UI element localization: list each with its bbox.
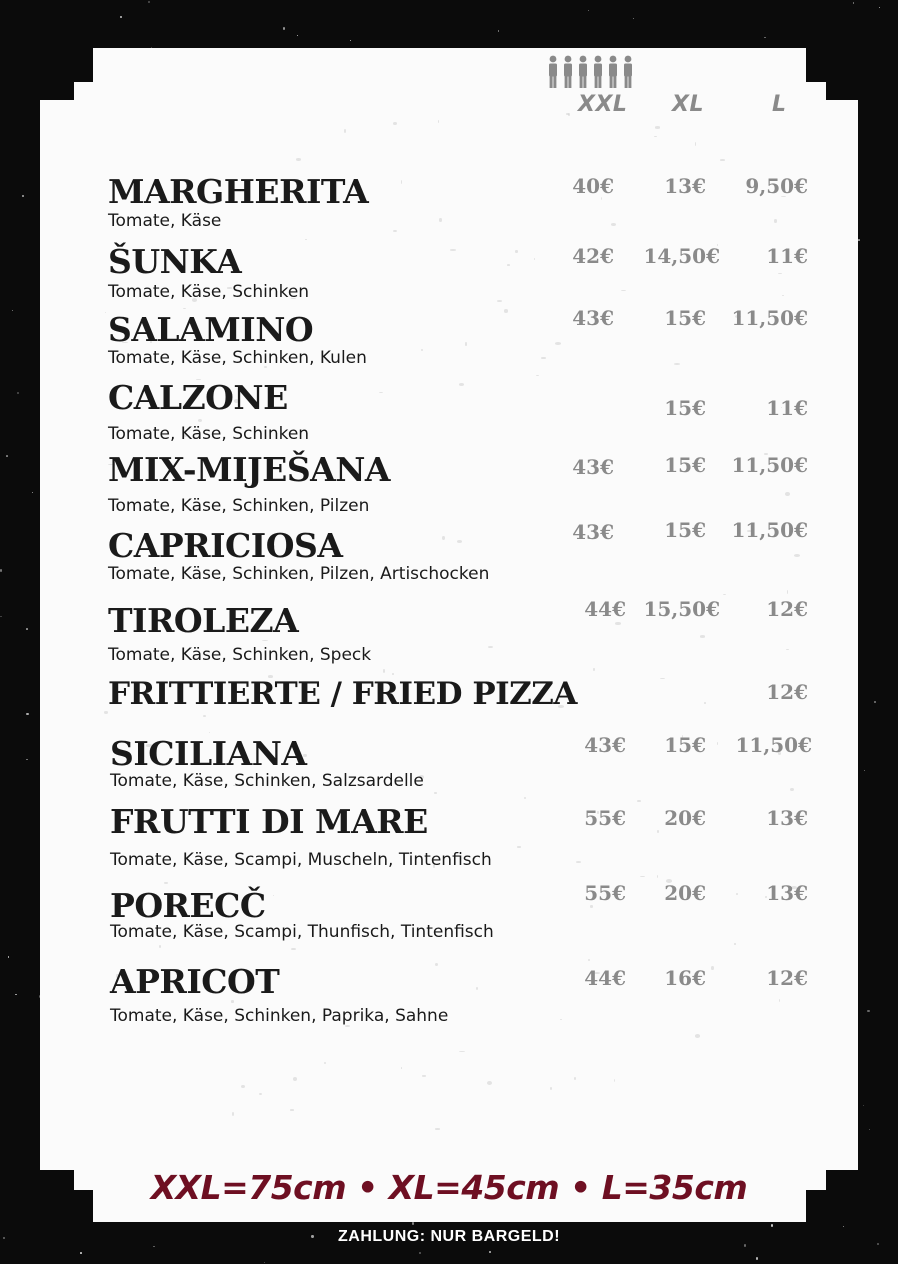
pizza-name: CAPRICIOSA [108, 526, 343, 565]
price-xl: 16€ [664, 966, 706, 990]
size-header-xl: XL [672, 92, 704, 117]
speckle [412, 1222, 415, 1225]
pizza-name: SALAMINO [108, 310, 314, 349]
paper-speck [555, 342, 561, 344]
paper-speck [515, 250, 517, 253]
speckle [489, 1251, 491, 1253]
speckle [874, 701, 876, 703]
paper-corner [806, 82, 826, 102]
paper-speck [450, 249, 455, 251]
paper-speck [183, 308, 186, 309]
price-l: 13€ [766, 881, 808, 905]
speckle [12, 310, 13, 311]
speckle [283, 27, 286, 30]
price-xxl: 55€ [584, 806, 626, 830]
pizza-description: Tomate, Käse, Schinken [108, 424, 310, 444]
speckle [756, 1257, 758, 1259]
paper-corner [74, 82, 94, 102]
pizza-name: PORECČ [110, 886, 266, 925]
paper-speck [590, 905, 593, 908]
price-xxl: 40€ [572, 174, 614, 198]
paper-speck [655, 126, 660, 128]
speckle [15, 994, 17, 996]
pizza-description: Tomate, Käse [108, 211, 222, 231]
price-xl: 15€ [664, 396, 706, 420]
speckle [843, 1226, 844, 1227]
speckle [80, 1252, 82, 1254]
speckle [26, 628, 28, 630]
paper-speck [734, 943, 735, 945]
speckle [858, 239, 860, 241]
paper-speck [790, 788, 794, 791]
speckle [22, 195, 24, 197]
price-xxl: 43€ [584, 733, 626, 757]
price-l: 11€ [766, 244, 808, 268]
paper-speck [439, 218, 442, 221]
speckle [0, 569, 2, 571]
paper-speck [434, 792, 438, 794]
speckle [32, 492, 33, 493]
pizza-name: TIROLEZA [108, 601, 299, 640]
price-xl: 15€ [664, 518, 706, 542]
speckle [8, 956, 10, 958]
paper-speck [487, 1081, 492, 1085]
price-xxl: 44€ [584, 597, 626, 621]
speckle [864, 770, 865, 771]
pizza-description: Tomate, Käse, Schinken, Pilzen [108, 496, 370, 516]
price-l: 11,50€ [731, 306, 808, 330]
pizza-description: Tomate, Käse, Scampi, Thunfisch, Tintenfisch [110, 922, 494, 942]
price-xl: 20€ [664, 806, 706, 830]
speckle [26, 759, 28, 761]
pizza-description: Tomate, Käse, Schinken, Salzsardelle [110, 771, 424, 791]
price-xxl: 43€ [572, 306, 614, 330]
speckle [0, 616, 2, 618]
speckle [867, 1010, 870, 1013]
paper-speck [787, 590, 788, 594]
paper-speck [550, 1087, 551, 1090]
payment-note: ZAHLUNG: NUR BARGELD! [337, 1228, 561, 1245]
speckle [26, 713, 28, 715]
speckle [863, 1105, 864, 1106]
pizza-name: SICILIANA [110, 734, 307, 773]
pizza-name: FRITTIERTE / FRIED PIZZA [108, 676, 577, 712]
speckle [853, 2, 854, 3]
price-xxl: 43€ [572, 520, 614, 544]
paper-speck [695, 142, 696, 146]
paper-speck [711, 966, 714, 969]
price-xl: 15€ [664, 306, 706, 330]
paper-speck [695, 1034, 700, 1037]
paper-speck [524, 797, 526, 799]
size-header-xxl: XXL [578, 92, 628, 117]
paper-speck [435, 1128, 441, 1129]
paper-speck [700, 635, 705, 637]
paper-speck [392, 673, 394, 674]
price-l: 11,50€ [731, 453, 808, 477]
paper-speck [794, 554, 800, 557]
speckle [297, 35, 298, 36]
price-xxl: 55€ [584, 881, 626, 905]
paper-speck [593, 668, 594, 671]
paper-speck [723, 594, 726, 595]
speckle [264, 1262, 265, 1263]
price-xl: 15€ [664, 453, 706, 477]
price-xxl: 42€ [572, 244, 614, 268]
price-l: 11€ [766, 396, 808, 420]
speckle [419, 1252, 421, 1254]
size-header-l: L [772, 92, 787, 117]
speckle [153, 1246, 155, 1248]
paper-speck [290, 1109, 293, 1111]
paper-speck [507, 264, 510, 266]
price-l: 11,50€ [735, 733, 812, 757]
speckle [148, 1, 150, 3]
paper-speck [241, 1085, 245, 1088]
pizza-name: MARGHERITA [108, 172, 369, 211]
pizza-description: Tomate, Käse, Schinken, Pilzen, Artischocken [108, 564, 490, 584]
paper-speck [774, 219, 777, 223]
speckle [879, 7, 880, 8]
pizza-name: CALZONE [108, 378, 288, 417]
speckle [633, 18, 634, 19]
pizza-name: FRUTTI DI MARE [110, 802, 428, 841]
speckle [869, 1129, 870, 1130]
paper-speck [782, 295, 784, 296]
speckle [17, 392, 19, 394]
paper-speck [422, 1075, 426, 1076]
paper-speck [504, 309, 509, 313]
price-l: 12€ [766, 597, 808, 621]
price-l: 13€ [766, 806, 808, 830]
pizza-description: Tomate, Käse, Schinken, Speck [108, 645, 372, 665]
price-xl: 20€ [664, 881, 706, 905]
paper-speck [476, 987, 478, 990]
paper-speck [574, 1077, 576, 1080]
speckle [120, 16, 122, 18]
pizza-name: APRICOT [110, 962, 280, 1001]
price-l: 11,50€ [731, 518, 808, 542]
pizza-description: Tomate, Käse, Schinken, Kulen [108, 348, 367, 368]
paper-speck [720, 159, 724, 161]
paper-speck [232, 1112, 234, 1116]
size-legend: XXL=75cm • XL=45cm • L=35cm [150, 1168, 748, 1207]
price-xxl: 43€ [572, 455, 614, 479]
paper-speck [621, 290, 626, 291]
speckle [771, 1224, 774, 1227]
paper-speck [674, 363, 680, 364]
price-xl: 13€ [664, 174, 706, 198]
speckle [498, 30, 499, 31]
pizza-description: Tomate, Käse, Schinken, Paprika, Sahne [110, 1006, 449, 1026]
paper-speck [785, 492, 790, 496]
paper-speck [305, 239, 307, 241]
paper-speck [778, 273, 782, 275]
price-xl: 15,50€ [643, 597, 720, 621]
price-xl: 15€ [664, 733, 706, 757]
price-l: 12€ [766, 966, 808, 990]
paper-speck [296, 158, 301, 160]
pizza-description: Tomate, Käse, Scampi, Muscheln, Tintenfisch [110, 850, 492, 870]
price-xxl: 44€ [584, 966, 626, 990]
speckle [6, 455, 8, 457]
price-l: 12€ [766, 680, 808, 704]
price-xl: 14,50€ [643, 244, 720, 268]
pizza-name: MIX-MIJEŠANA [108, 450, 391, 489]
paper-speck [779, 999, 780, 1003]
pizza-description: Tomate, Käse, Schinken [108, 282, 310, 302]
paper-speck [379, 392, 383, 393]
pizza-name: ŠUNKA [108, 242, 242, 281]
price-l: 9,50€ [745, 174, 808, 198]
paper-speck [259, 1093, 262, 1095]
paper-speck [344, 129, 346, 133]
paper-speck [517, 846, 521, 847]
speckle [350, 40, 351, 41]
paper-speck [465, 342, 467, 346]
speckle [588, 10, 589, 11]
people-group-icon [546, 55, 638, 89]
paper-speck [704, 702, 706, 703]
speckle [764, 37, 766, 39]
